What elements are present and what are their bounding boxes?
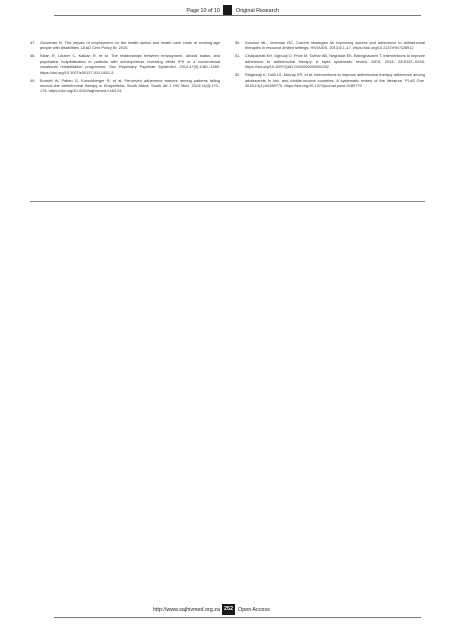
journal-url-link[interactable]: http://www.sajhivmed.org.za — [152, 607, 220, 613]
reference-text: Scanlon ML, Vreeman RC. Current strategies for improving access and adherence to antiretroviral therapies in resource-limited settings. HIV/AIDS. 2013;5:1–17. https://doi.org/10.2147/HIV.S28912 — [245, 40, 425, 51]
content-divider — [30, 201, 425, 202]
reference-number: 48. — [30, 53, 36, 59]
reference-column-left — [30, 40, 220, 96]
reference-text: Kilian R, Lauber C, Kalkan R, et al. The relationships between employment, clinical status, and psychiatric hospitalisation in patients with schizophrenia receiving either IPS or a conventional vocational rehabilitation programme. Soc Psychiatry Psychiatr Epidemiol. 2012;47(9):1381–1389. https://doi.org/10.1007/s00127-011-0451-5 — [40, 53, 220, 75]
reference-column-right — [235, 40, 425, 96]
footer-divider — [54, 617, 421, 618]
reference-number: 52. — [235, 72, 241, 78]
reference-number: 50. — [235, 40, 241, 45]
open-access-label: Open Access — [238, 607, 270, 613]
reference-text: Goodman N. The impact of employment on the health status and health care costs of working-age people with disabilities. LEAD Cent Policy Br. 2015. — [40, 40, 220, 51]
reference-item — [30, 40, 220, 51]
reference-item — [235, 53, 425, 69]
reference-item — [30, 78, 220, 94]
reference-number: 49. — [30, 77, 36, 83]
reference-list — [30, 40, 425, 96]
reference-item — [235, 72, 425, 88]
section-label: Original Research — [236, 8, 280, 14]
header-divider — [54, 15, 421, 16]
page-header — [0, 4, 453, 20]
reference-item — [235, 40, 425, 51]
reference-number: 51. — [235, 53, 241, 59]
reference-number: 47. — [30, 40, 36, 45]
page-label: Page 10 of 10 — [186, 8, 220, 14]
reference-item — [30, 53, 220, 75]
reference-text: Burnett W, Patten G, Kurschberger R, et al. Perceived adherence barriers among patients failing second-line antiretroviral therapy in Khayelitsha, South Africa. South Afr J HIV Med. 2013;14(4):170–176. https://doi.org/10.4102/sajhivmed.v14i4.51 — [40, 77, 220, 94]
reference-text: Chaiyachati KH, Ogbuoji O, Price M, Suthar AB, Negussie EK, Bärnighausen T. Interventions to improve adherence to antiretroviral therapy: A rapid systematic review. AIDS. 2014; 28:S187–S204. https://doi.org/10.1097/QAD.0000000000000252 — [245, 53, 425, 70]
page-number: 252 — [222, 604, 235, 615]
reference-text: Ridgeway K, Dulli LS, Murray KR, et al. Interventions to improve antiretroviral therapy adherence among adolescents in low- and middle-income countries: A systematic review of the literature. PLoS One. 2018;13(1):e0189770. https://doi.org/10.1371/journal.pone.0189770 — [245, 72, 425, 89]
